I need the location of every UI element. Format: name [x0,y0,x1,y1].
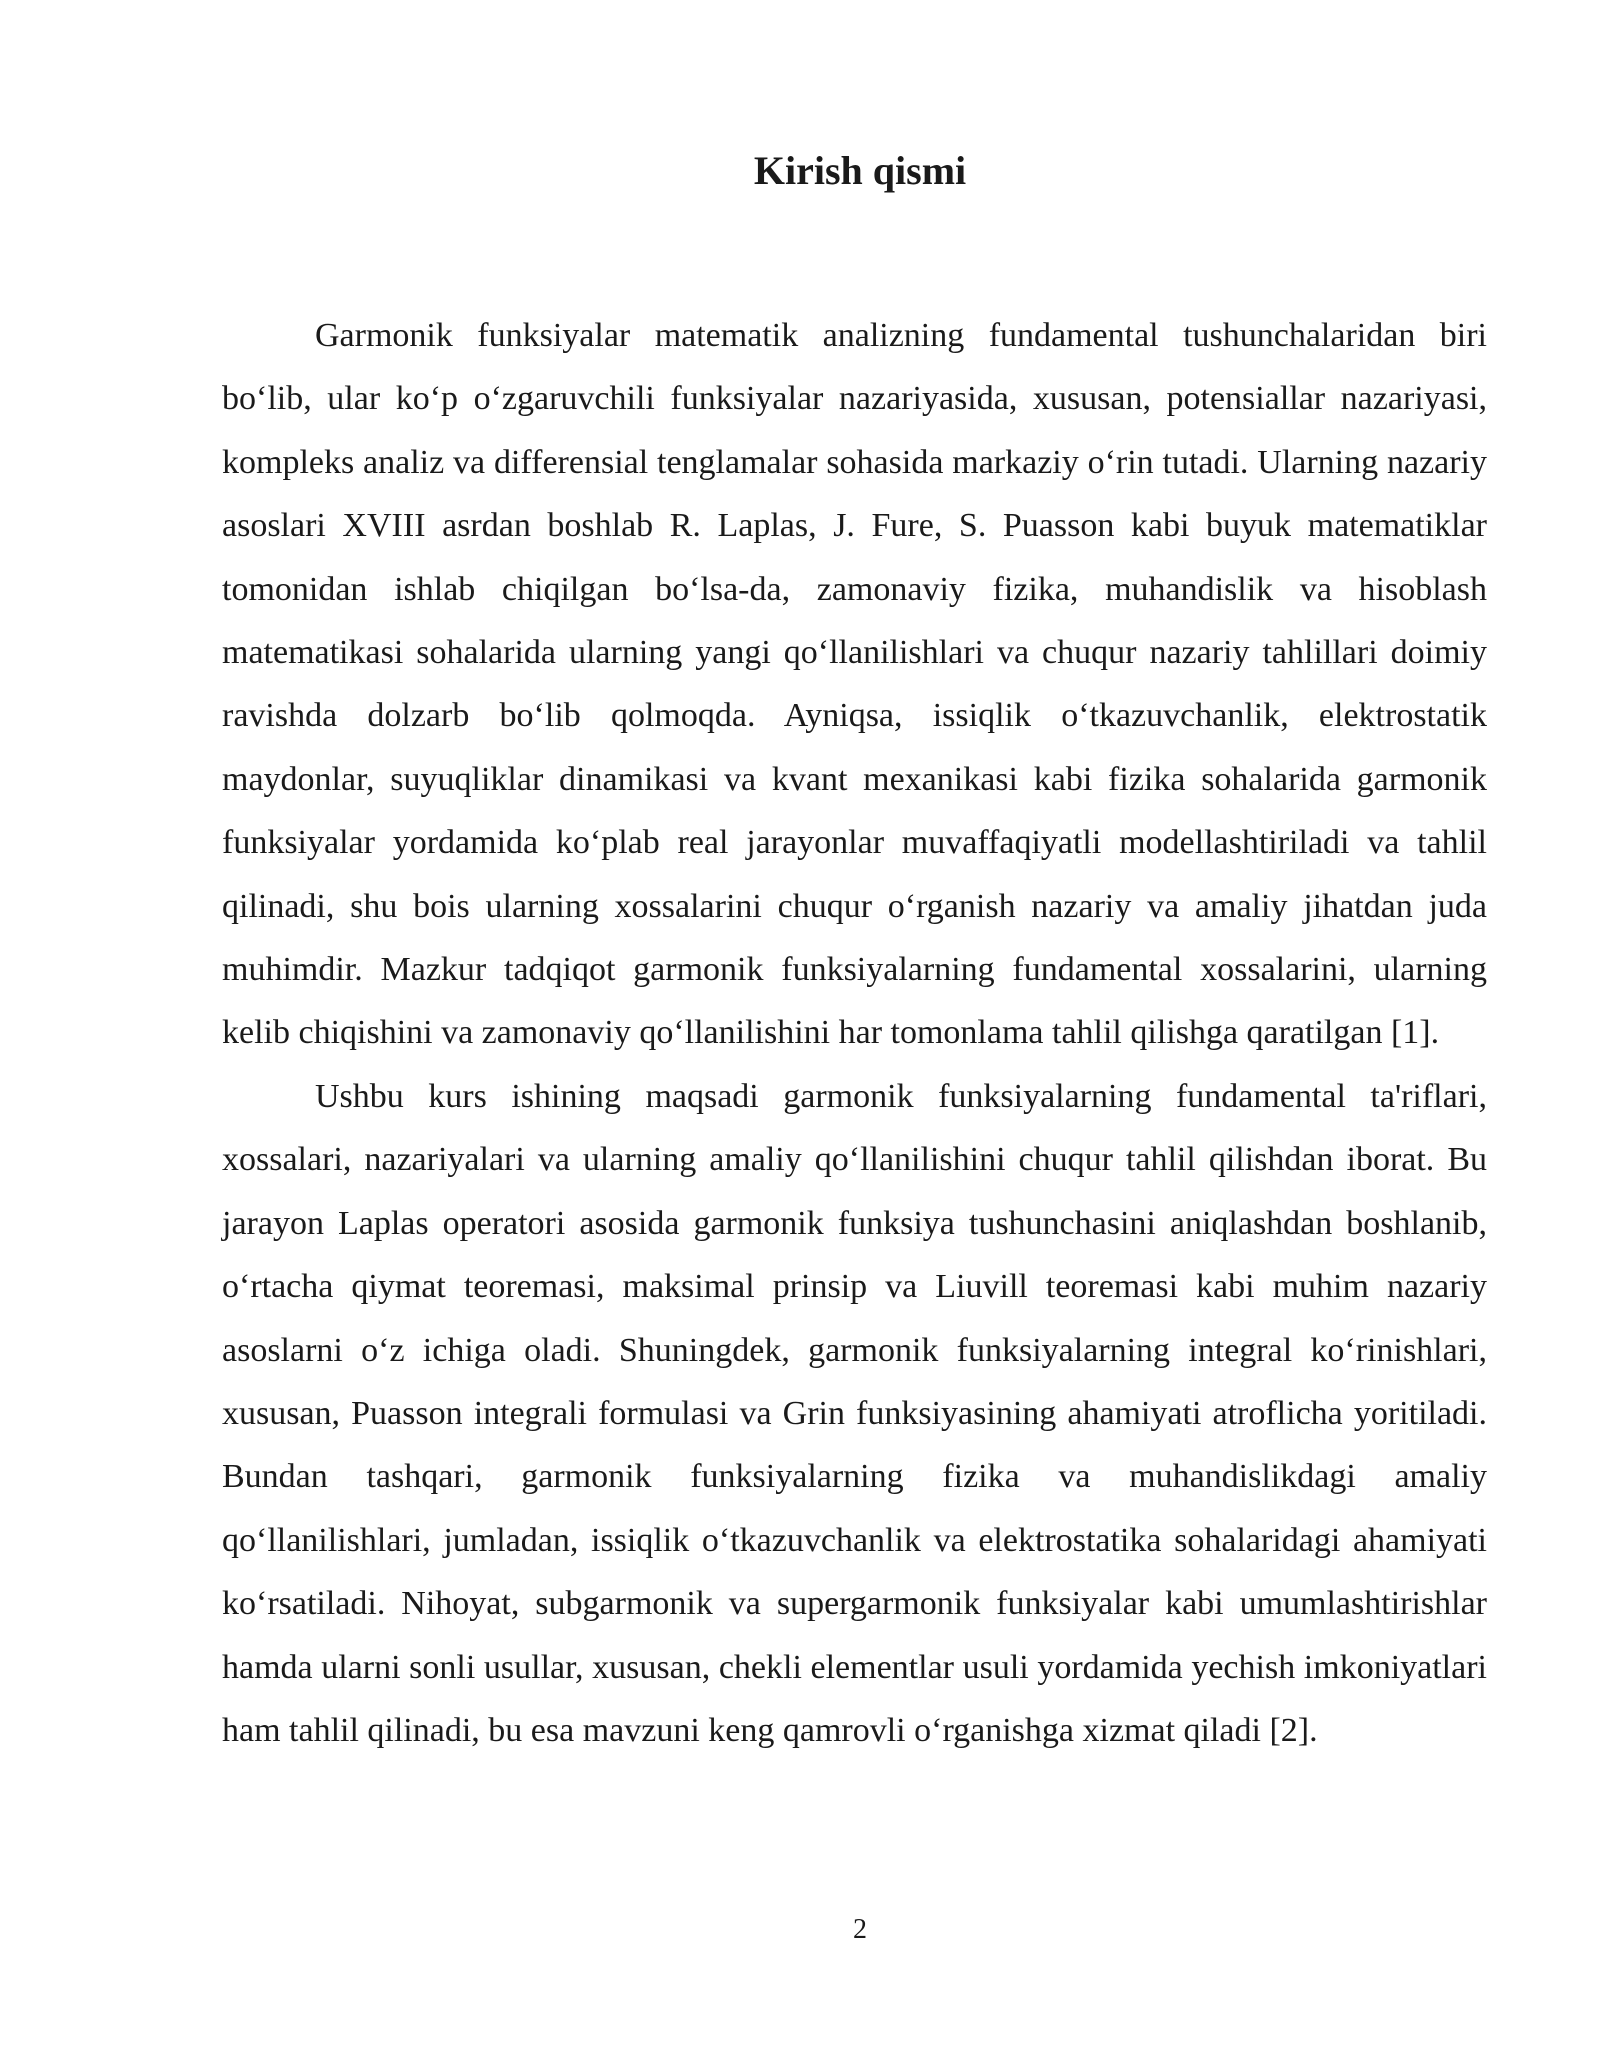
page-number: 2 [853,1914,867,1945]
body-text [222,304,1487,1762]
page-title: Kirish qismi [753,148,967,193]
paragraph-intro: Garmonik funksiyalar matematik analizning fundamental tushunchalaridan biri bo‘lib, ular ko‘p o‘zgaruvchili funksiyalar nazariyasida, xususan, potensiallar nazariyasi, kompleks analiz va differensial tenglamalar sohasida markaziy o‘rin tutadi. Ularning nazariy asoslari XVIII asrdan boshlab R. Laplas, J. Fure, S. Puasson kabi buyuk matematiklar tomonidan ishlab chiqilgan bo‘lsa-da, zamonaviy fizika, muhandislik va hisoblash matematikasi sohalarida ularning yangi qo‘llanilishlari va chuqur nazariy tahlillari doimiy ravishda dolzarb bo‘lib qolmoqda. Ayniqsa, issiqlik o‘tkazuvchanlik, elektrostatik maydonlar, suyuqliklar dinamikasi va kvant mexanikasi kabi fizika sohalarida garmonik funksiyalar yordamida ko‘plab real jarayonlar muvaffaqiyatli modellashtiriladi va tahlil qilinadi, shu bois ularning xossalarini chuqur o‘rganish nazariy va amaliy jihatdan juda muhimdir. Mazkur tadqiqot garmonik funksiyalarning fundamental xossalarini, ularning kelib chiqishini va zamonaviy qo‘llanilishini har tomonlama tahlil qilishga qaratilgan [1]. [222,317,1487,1052]
paragraph-goal: Ushbu kurs ishining maqsadi garmonik funksiyalarning fundamental ta'riflari, xossalari, nazariyalari va ularning amaliy qo‘llanilishini chuqur tahlil qilishdan iborat. Bu jarayon Laplas operatori asosida garmonik funksiya tushunchasini aniqlashdan boshlanib, o‘rtacha qiymat teoremasi, maksimal prinsip va Liuvill teoremasi kabi muhim nazariy asoslarni o‘z ichiga oladi. Shuningdek, garmonik funksiyalarning integral ko‘rinishlari, xususan, Puasson integrali formulasi va Grin funksiyasining ahamiyati atroflicha yoritiladi. Bundan tashqari, garmonik funksiyalarning fizika va muhandislikdagi amaliy qo‘llanilishlari, jumladan, issiqlik o‘tkazuvchanlik va elektrostatika sohalaridagi ahamiyati ko‘rsatiladi. Nihoyat, subgarmonik va supergarmonik funksiyalar kabi umumlashtirishlar hamda ularni sonli usullar, xususan, chekli elementlar usuli yordamida yechish imkoniyatlari ham tahlil qilinadi, bu esa mavzuni keng qamrovli o‘rganishga xizmat qiladi [2]. [222,1077,1487,1749]
